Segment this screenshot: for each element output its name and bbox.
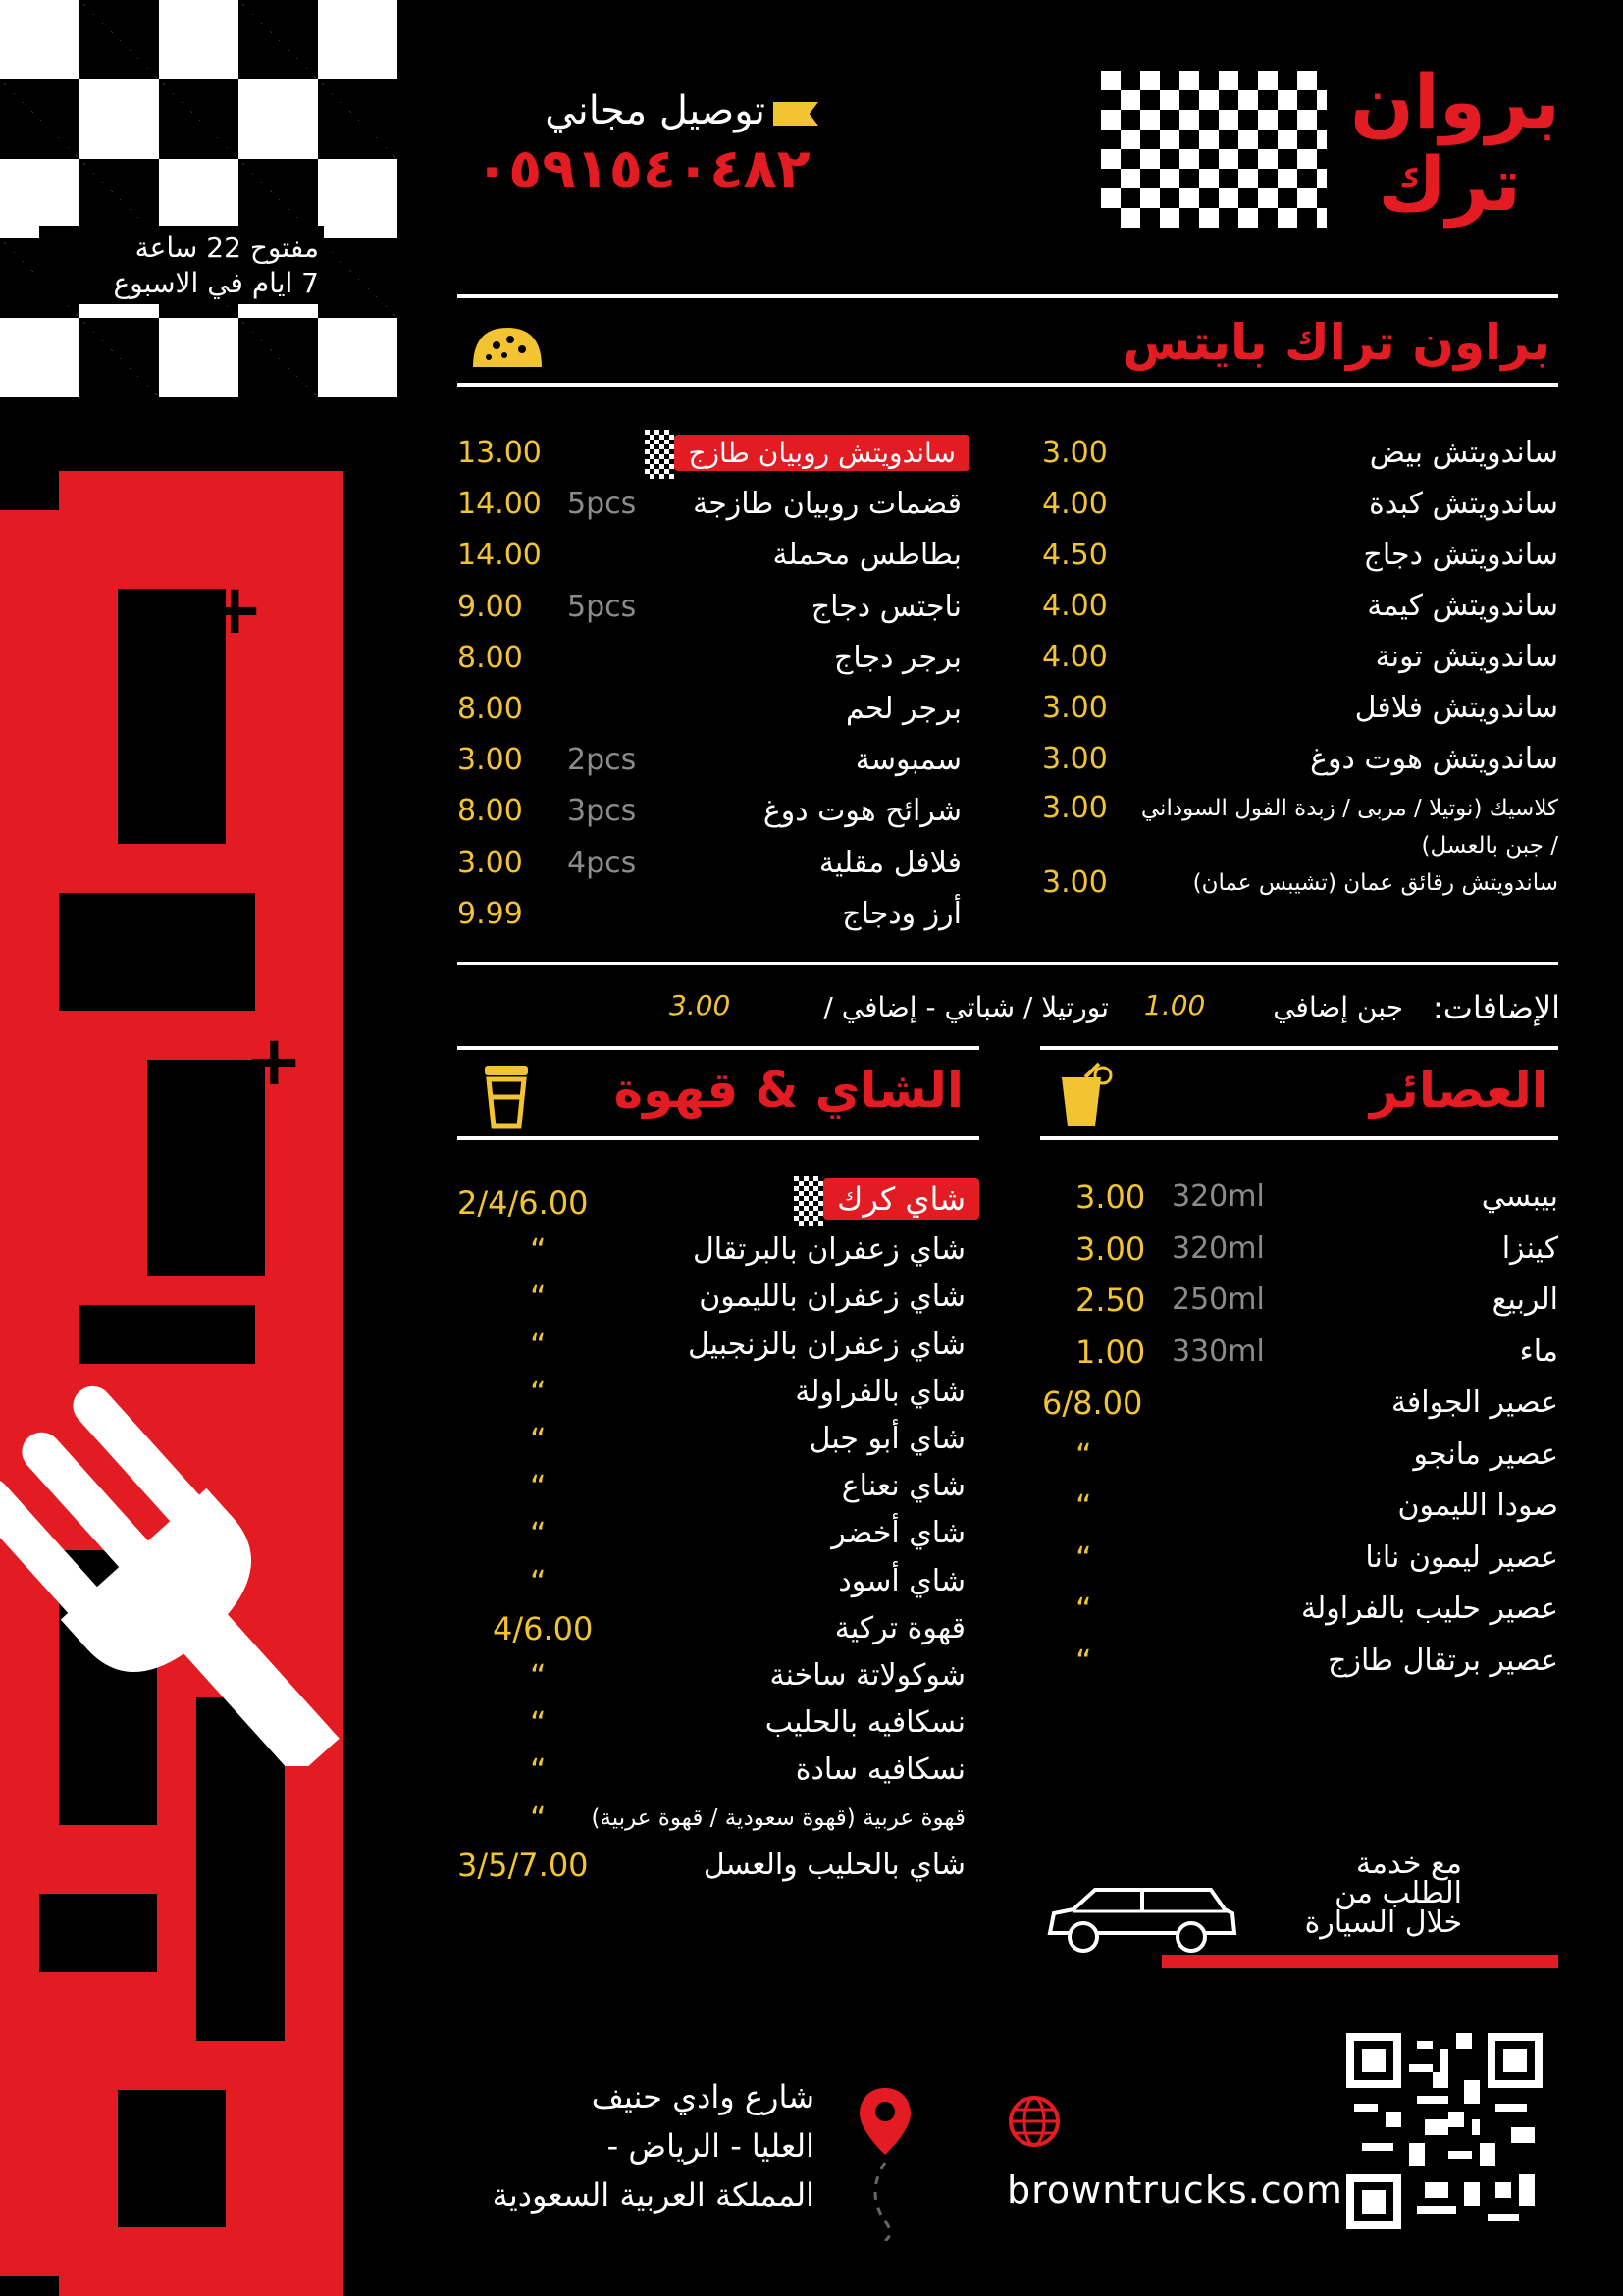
menu-item-name: بطاطس محملة — [772, 538, 962, 573]
tea-item-price: 3/5/7.00 — [457, 1846, 589, 1884]
tea-item-name — [628, 1174, 979, 1226]
juice-item-name: الربيع — [1492, 1282, 1558, 1317]
divider — [457, 383, 1558, 387]
menu-item-price: 9.00 — [457, 589, 523, 624]
vertical-banner: + + — [0, 471, 353, 2296]
menu-item-name: ساندويتش كيمة — [1367, 589, 1558, 623]
menu-item-price: 3.00 — [457, 845, 523, 880]
juices-title: العصائر — [1369, 1062, 1548, 1119]
drive-line2: الطلب من — [1335, 1876, 1462, 1910]
website-link[interactable]: browntrucks.com — [1007, 2168, 1343, 2212]
qr-code[interactable] — [1346, 2033, 1543, 2229]
hours-line1: مفتوح 22 ساعة — [134, 232, 319, 264]
menu-item-name: أرز ودجاج — [842, 896, 962, 931]
menu-item-size: 3pcs — [567, 794, 637, 829]
menu-item-name: برجر لحم — [845, 692, 962, 726]
juice-item-name: عصير حليب بالفراولة — [1301, 1592, 1558, 1626]
menu-item-name: ساندويتش دجاج — [1363, 538, 1558, 572]
juice-item-name: ماء — [1519, 1333, 1558, 1369]
tea-item-price: “ — [530, 1562, 547, 1600]
menu-item-price: 3.00 — [1042, 691, 1108, 725]
menu-item-name: برجر دجاج — [834, 640, 962, 675]
juice-item-name: عصير برتقال طازج — [1328, 1643, 1558, 1678]
juice-item-price: 1.00 — [1075, 1332, 1146, 1371]
tea-item-price: 4/6.00 — [493, 1609, 594, 1647]
menu-item-price: 4.50 — [1042, 538, 1108, 572]
menu-item-name: ساندويتش كبدة — [1369, 487, 1558, 521]
tea-item-name: نسكافيه بالحليب — [764, 1705, 966, 1741]
juice-item-price: 2.50 — [1075, 1281, 1146, 1319]
juice-item-size: 330ml — [1172, 1333, 1265, 1369]
addons-price1: 1.00 — [1144, 989, 1206, 1021]
divider — [457, 962, 1558, 965]
menu-item-price: 9.99 — [457, 896, 523, 931]
divider — [457, 294, 1558, 298]
juice-item-name: عصير الجوافة — [1390, 1385, 1558, 1420]
tea-item-name: شاي بالفراولة — [795, 1374, 966, 1409]
juice-item-price: “ — [1075, 1539, 1092, 1577]
juice-item-name: كينزا — [1501, 1230, 1558, 1266]
featured-tag: شاي كرك — [823, 1178, 979, 1220]
tea-item-name: شاي أبو جبل — [809, 1422, 966, 1456]
juice-item-price: 6/8.00 — [1042, 1384, 1143, 1422]
divider — [1040, 1136, 1558, 1140]
menu-item-name — [628, 430, 969, 479]
divider — [457, 1046, 979, 1050]
menu-item-price: 14.00 — [457, 487, 542, 522]
tea-item-price: “ — [530, 1468, 547, 1506]
tea-item-price: “ — [530, 1231, 547, 1270]
coffee-cup-icon — [481, 1062, 532, 1130]
location-pin-icon — [856, 2084, 915, 2241]
menu-item-name: ساندويتش بيض — [1369, 436, 1558, 470]
juice-item-price: 3.00 — [1075, 1229, 1146, 1268]
menu-item-name: ساندويتش تونة — [1375, 640, 1558, 674]
menu-item-name: شرائح هوت دوغ — [762, 794, 962, 829]
tea-item-price: “ — [530, 1326, 547, 1364]
juice-item-price: 3.00 — [1075, 1178, 1146, 1216]
bites-title: براون تراك بايتس — [1123, 314, 1550, 371]
tea-title: الشاي & قهوة — [613, 1062, 964, 1119]
menu-item-name: سمبوسة — [855, 743, 962, 778]
address-line2: العليا - الرياض - — [606, 2127, 814, 2165]
juice-item-name: بيبسي — [1481, 1179, 1558, 1214]
tea-item-price: “ — [530, 1278, 547, 1317]
menu-item-price: 4.00 — [1042, 640, 1108, 674]
menu-item-price: 4.00 — [1042, 589, 1108, 623]
addons-label: الإضافات: — [1432, 989, 1560, 1026]
menu-item-size: 4pcs — [567, 845, 637, 880]
juice-item-name: عصير ليمون نانا — [1365, 1539, 1558, 1575]
menu-item-size: 2pcs — [567, 743, 637, 778]
delivery-label: توصيل مجاني — [545, 88, 765, 133]
juice-item-price: “ — [1075, 1487, 1092, 1525]
menu-item-name: ساندويتش هوت دوغ — [1310, 742, 1558, 776]
juice-icon — [1056, 1062, 1115, 1130]
checker-flag-icon — [645, 430, 674, 479]
tea-item-name: قهوة تركية — [834, 1610, 966, 1645]
tea-item-name: شاي أسود — [838, 1563, 966, 1598]
addons-item1: جبن إضافي — [1273, 991, 1403, 1023]
menu-item-name: ناجتس دجاج — [811, 589, 962, 624]
menu-item-name: كلاسيك (نوتيلا / مربى / زبدة الفول السوداني — [1140, 796, 1558, 821]
tea-item-price: “ — [530, 1799, 547, 1837]
menu-item-price: 8.00 — [457, 692, 523, 726]
drive-underline — [1162, 1955, 1558, 1968]
drive-line3: خلال السيارة — [1304, 1905, 1462, 1940]
menu-item-price: 3.00 — [1042, 742, 1108, 776]
checker-pattern — [0, 0, 397, 397]
menu-item-name: فلافل مقلية — [818, 845, 962, 880]
tea-item-name: نسكافيه سادة — [795, 1752, 966, 1788]
fork-icon — [0, 1334, 393, 1766]
tea-item-price: “ — [530, 1373, 547, 1411]
menu-item-price: 14.00 — [457, 538, 542, 573]
taco-icon — [469, 324, 546, 371]
tea-item-name: شاي بالحليب والعسل — [703, 1847, 966, 1882]
tea-item-name: قهوة عربية (قهوة سعودية / قهوة عربية) — [591, 1804, 966, 1831]
tea-item-price: “ — [530, 1421, 547, 1458]
tea-item-name: شاي زعفران بالبرتقال — [692, 1232, 966, 1268]
tea-item-price: “ — [530, 1657, 547, 1695]
juice-item-size: 250ml — [1172, 1282, 1265, 1317]
logo-checker — [1101, 71, 1327, 228]
car-icon — [1044, 1874, 1240, 1962]
tea-item-price: 2/4/6.00 — [457, 1184, 589, 1222]
addons-price2: 3.00 — [669, 989, 731, 1021]
tea-item-name: شاي أخضر — [831, 1516, 966, 1551]
menu-item-size: 5pcs — [567, 487, 637, 522]
menu-item-price: 4.00 — [1042, 487, 1108, 521]
delivery-phone[interactable]: ٠٥٩١٥٤٠٤٨٢ — [475, 137, 811, 201]
tea-item-name: شاي زعفران بالزنجبيل — [687, 1327, 966, 1362]
divider — [457, 1136, 979, 1140]
menu-item-price: 3.00 — [1042, 865, 1108, 900]
address-line3: المملكة العربية السعودية — [492, 2176, 814, 2214]
tea-item-price: “ — [530, 1704, 547, 1743]
tea-item-name: شوكولاتة ساخنة — [769, 1658, 966, 1693]
tea-item-price: “ — [530, 1751, 547, 1790]
juice-item-price: “ — [1075, 1642, 1092, 1680]
menu-item-name: ساندويتش رقائق عمان (تشيبس عمان) — [1192, 870, 1558, 896]
tea-item-name: شاي زعفران بالليمون — [699, 1279, 966, 1315]
drive-line1: مع خدمة — [1355, 1847, 1462, 1881]
menu-item-price: 3.00 — [1042, 791, 1108, 825]
juice-item-price: “ — [1075, 1435, 1092, 1474]
menu-item-name-cont: / جبن بالعسل) — [1421, 833, 1558, 859]
addons-item2: تورتيلا / شباتي - إضافي / — [823, 991, 1109, 1023]
tea-item-name: شاي نعناع — [841, 1469, 966, 1504]
menu-item-price: 8.00 — [457, 794, 523, 829]
brand-name-line1: بروان — [1350, 58, 1560, 145]
menu-item-price: 13.00 — [457, 436, 542, 470]
menu-item-price: 3.00 — [457, 743, 523, 778]
checker-flag-icon — [794, 1176, 823, 1226]
brand-name-line2: ترك — [1378, 140, 1521, 228]
hours-line2: 7 ايام في الاسبوع — [113, 267, 319, 299]
divider — [1040, 1046, 1558, 1050]
address-line1: شارع وادي حنيف — [591, 2078, 814, 2115]
juice-item-name: عصير مانجو — [1413, 1436, 1558, 1472]
menu-item-size: 5pcs — [567, 589, 637, 624]
menu-item-price: 3.00 — [1042, 436, 1108, 470]
featured-tag: ساندويتش روبيان طازج — [674, 435, 969, 471]
menu-item-name: قضمات روبيان طازجة — [693, 487, 962, 522]
menu-item-name: ساندويتش فلافل — [1354, 691, 1558, 725]
globe-icon — [1007, 2094, 1062, 2149]
menu-item-price: 8.00 — [457, 640, 523, 675]
juice-item-size: 320ml — [1172, 1179, 1265, 1214]
juice-item-name: صودا الليمون — [1397, 1488, 1558, 1523]
juice-item-price: “ — [1075, 1591, 1092, 1628]
flag-icon — [773, 102, 818, 126]
tea-item-price: “ — [530, 1515, 547, 1553]
juice-item-size: 320ml — [1172, 1230, 1265, 1266]
